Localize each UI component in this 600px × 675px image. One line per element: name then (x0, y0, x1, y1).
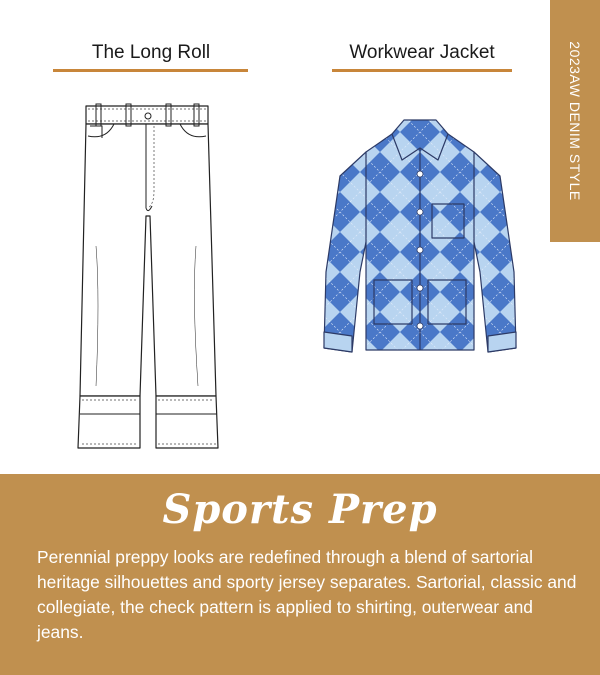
side-tab-label: 2023AW DENIM STYLE (567, 41, 583, 201)
pants-title: The Long Roll (91, 42, 211, 63)
panel-description: Perennial preppy looks are redefined through a blend of sartorial heritage silhouettes and sporty jersey separates. Sartorial, classic and collegiate, the check pattern is applied to shirting, outerwear and jeans. (37, 547, 577, 642)
jacket-title-underline (332, 69, 512, 72)
pants-illustration (66, 96, 230, 458)
jacket-title: Workwear Jacket (349, 42, 495, 63)
panel-title: Sports Prep (162, 486, 438, 533)
jacket-illustration (320, 112, 520, 368)
pants-title-underline (53, 69, 248, 72)
